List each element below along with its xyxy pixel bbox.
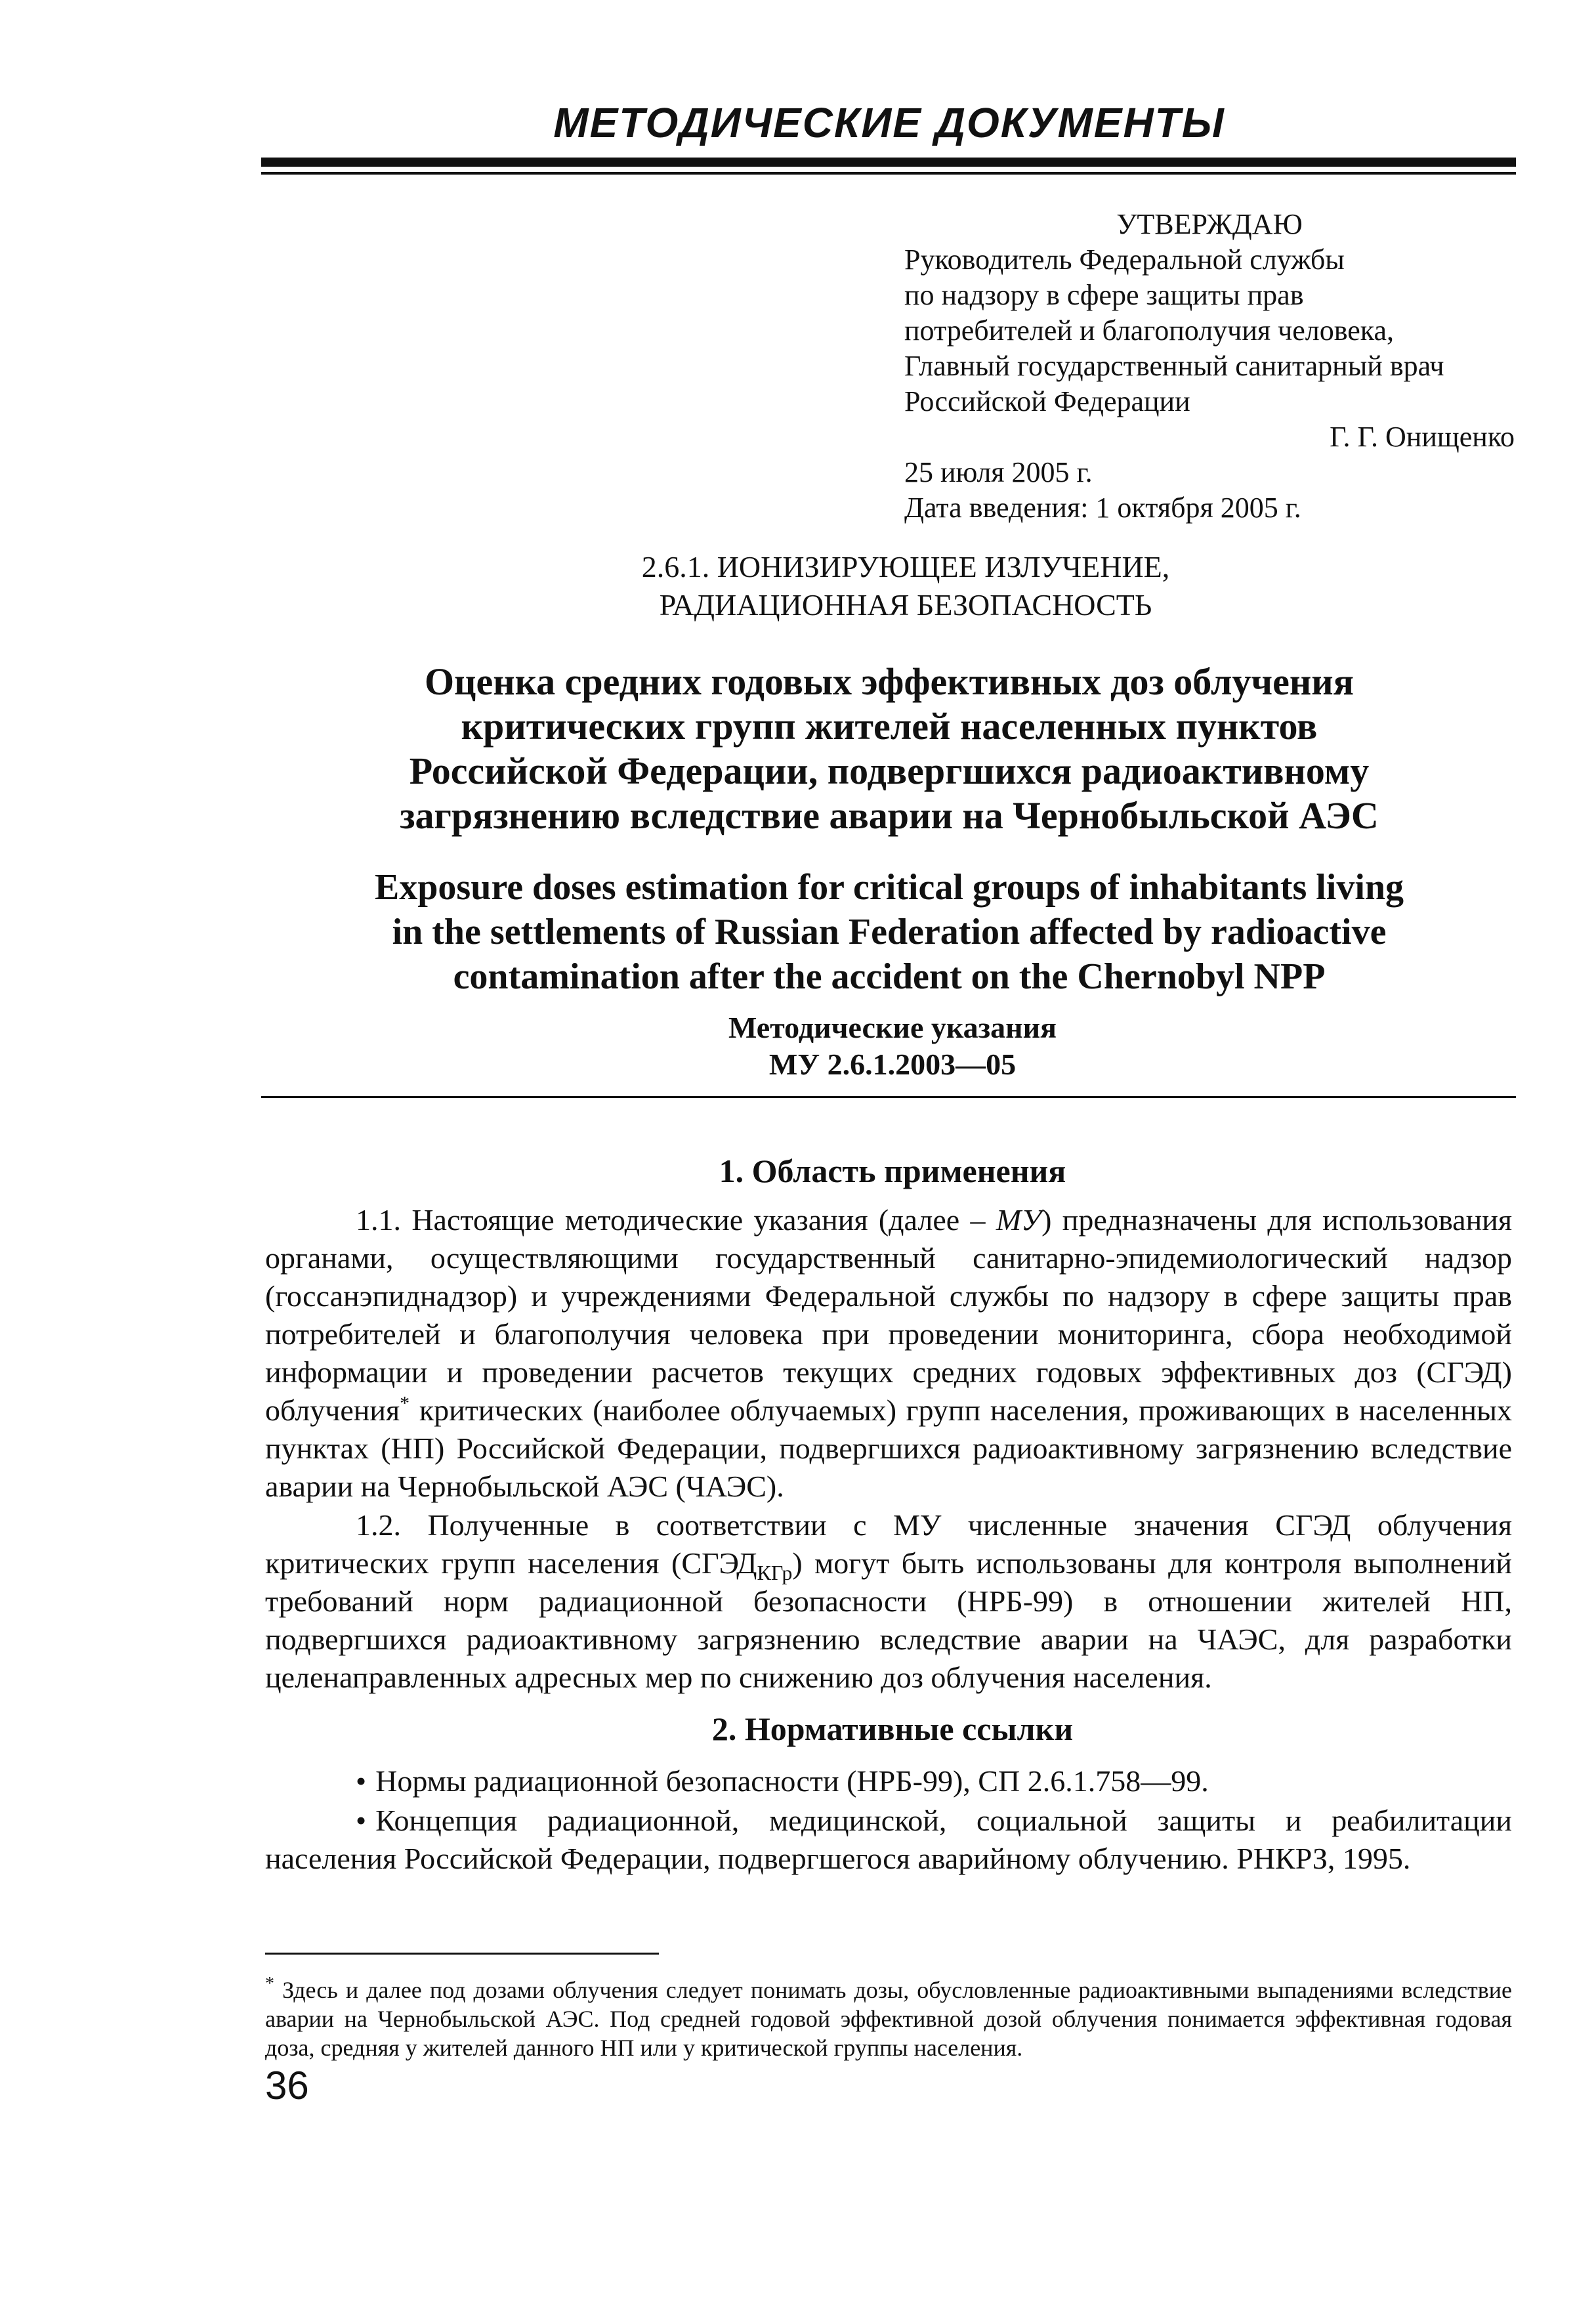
approval-line: по надзору в сфере защиты прав [904, 279, 1304, 311]
section-1-heading: 1. Область применения [719, 1153, 1066, 1189]
title-ru-line: Оценка средних годовых эффективных доз облучения [424, 660, 1354, 703]
approval-date: 25 июля 2005 г. [904, 456, 1093, 488]
paragraph-1-1 [265, 1201, 1512, 1506]
footnote-marker: * [400, 1392, 410, 1414]
reference-item [265, 1762, 1512, 1800]
document-type [545, 1009, 1240, 1083]
section-code-line: РАДИАЦИОННАЯ БЕЗОПАСНОСТЬ [659, 588, 1152, 622]
header-rule-thin [261, 172, 1516, 175]
approval-line: потребителей и благополучия человека, [904, 314, 1395, 347]
paragraph-1-2 [265, 1506, 1512, 1697]
title-en-line: contamination after the accident on the Chernobyl NPP [453, 956, 1326, 997]
title-en-line: Exposure doses estimation for critical groups of inhabitants living [374, 867, 1404, 908]
title-russian [282, 660, 1496, 838]
section-2-heading: 2. Нормативные ссылки [711, 1710, 1074, 1747]
paragraph-text: ) предназначены для использования органами, осуществляющими государственный санитарно-эпидемиологический надзор (госсанэпиднадзор) и учреждениями Федеральной службы по надзору в сфере защиты прав потребителей и благополучия человека при проведении мониторинга, сбора необходимой информации и проведении расчетов текущих средних годовых эффективных доз (СГЭД) облучения [265, 1203, 1512, 1427]
footnote [265, 1976, 1512, 2062]
page-number: 36 [265, 2064, 309, 2108]
section-code [578, 548, 1234, 624]
paragraph-text: критических (наиболее облучаемых) групп населения, проживающих в населенных пунктах (НП) Российской Федерации, подвергшихся радиоактивному загрязнению вследствие аварии на Чернобыльской АЭС (ЧАЭС). [265, 1393, 1512, 1503]
footnote-text: Здесь и далее под дозами облучения следует понимать дозы, обусловленные радиоактивными выпадениями вследствие аварии на Чернобыльской АЭС. Под средней годовой эффективной дозой облучения понимается эффективная годовая доза, средняя у жителей данного НП или у критической группы населения. [265, 1977, 1512, 2061]
approval-line: Российской Федерации [904, 385, 1190, 417]
title-divider [261, 1096, 1516, 1098]
document-code: МУ 2.6.1.2003—05 [768, 1048, 1017, 1081]
bullet-icon: • [356, 1764, 367, 1798]
running-header: МЕТОДИЧЕСКИЕ ДОКУМЕНТЫ [553, 99, 1225, 146]
bullet-icon: • [356, 1804, 367, 1837]
abbreviation: МУ [996, 1203, 1042, 1237]
title-ru-line: загрязнению вследствие аварии на Чернобыльской АЭС [400, 794, 1379, 837]
section-code-line: 2.6.1. ИОНИЗИРУЮЩЕЕ ИЗЛУЧЕНИЕ, [641, 550, 1170, 583]
title-english [282, 865, 1496, 999]
title-ru-line: критических групп жителей населенных пунктов [461, 705, 1318, 748]
footnote-marker: * [265, 1974, 274, 1994]
document-kind: Методические указания [728, 1011, 1057, 1044]
approval-block [904, 207, 1515, 526]
reference-text: Нормы радиационной безопасности (НРБ-99), СП 2.6.1.758—99. [375, 1764, 1209, 1798]
title-en-line: in the settlements of Russian Federation affected by radioactive [392, 912, 1387, 952]
title-ru-line: Российской Федерации, подвергшихся радиоактивному [409, 750, 1370, 792]
paragraph-text: 1.2. Полученные в соответствии с МУ численные значения СГЭД облучения критических групп населения (СГЭД [265, 1508, 1512, 1580]
reference-text: Концепция радиационной, медицинской, социальной защиты и реабилитации населения Российской Федерации, подвергшегося аварийному облучению. РНКРЗ, 1995. [265, 1804, 1512, 1875]
footnote-rule [265, 1953, 659, 1955]
paragraph-text: ) могут быть использованы для контроля выполнений требований норм радиационной безопасности (НРБ-99) в отношении жителей НП, подвергшихся радиоактивному загрязнению вследствие аварии на ЧАЭС, для разработки целенаправленных адресных мер по снижению доз облучения населения. [265, 1546, 1512, 1694]
approval-line: Главный государственный санитарный врач [904, 350, 1444, 382]
approval-line: Руководитель Федеральной службы [904, 244, 1345, 276]
approval-effective-date: Дата введения: 1 октября 2005 г. [904, 492, 1301, 524]
header-rule-thick [261, 158, 1516, 167]
approval-signatory: Г. Г. Онищенко [1330, 421, 1515, 453]
subscript: КГр [757, 1561, 793, 1585]
reference-item [265, 1802, 1512, 1878]
approval-heading: УТВЕРЖДАЮ [1116, 208, 1303, 240]
paragraph-text: 1.1. Настоящие методические указания (далее – [356, 1203, 996, 1237]
